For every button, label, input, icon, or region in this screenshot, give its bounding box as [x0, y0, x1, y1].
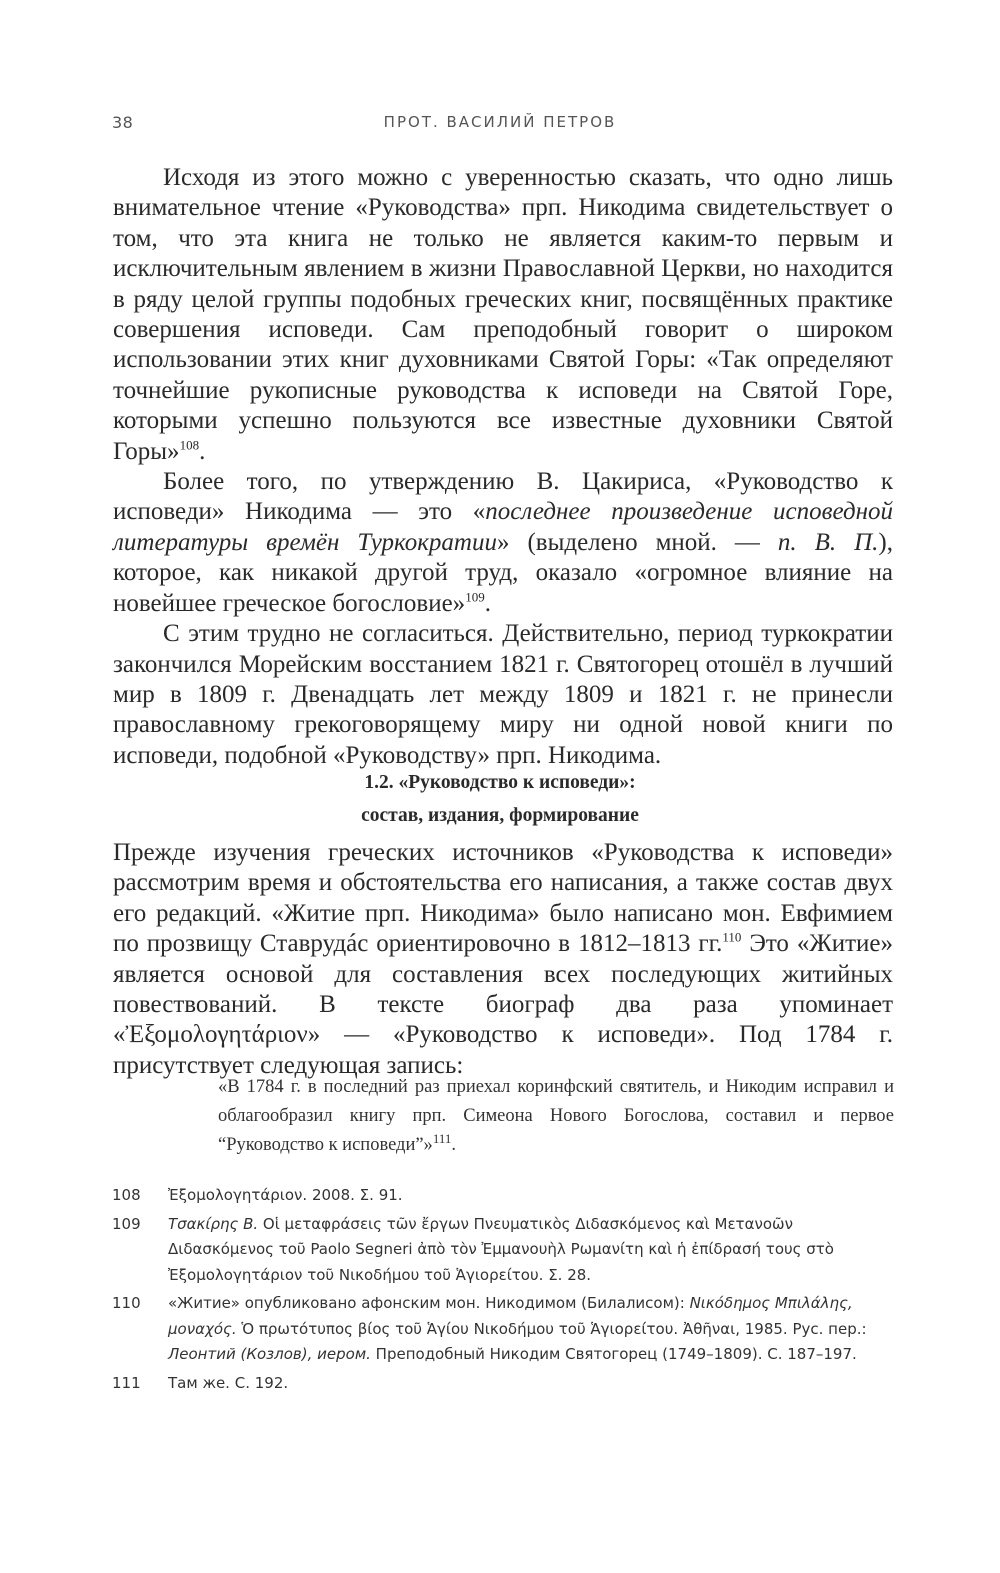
footnote-text: Там же. С. 192. [168, 1373, 289, 1392]
punctuation: . [451, 1135, 456, 1155]
footnote-body: «Житие» опубликовано афонским мон. Никодимом (Билалисом): [168, 1294, 690, 1312]
italic-initials: п. В. П. [777, 528, 879, 556]
footnote-author: Νικόδημος Μπιλάλης, μοναχός. [168, 1294, 853, 1338]
punctuation: . [484, 589, 491, 617]
running-head [0, 113, 1000, 137]
paragraph-text: » (выделено мной. — [496, 528, 778, 556]
paragraph-text: С этим трудно не согласиться. Действительно, период туркократии закончился Морейским восстанием 1821 г. Святогорец отошёл в лучший мир в 1809 г. Двенадцать лет между 1809 и 1821 г. не принесли православному грекоговорящему миру ни одной новой книги по исповеди, подобной «Руководству» прп. Никодима. [113, 620, 893, 769]
footnote-number: 108 [112, 1186, 141, 1204]
footnote-ref: 110 [722, 929, 742, 945]
page-number: 38 [112, 113, 134, 132]
paragraph-4 [113, 838, 893, 1081]
footnotes [112, 1183, 894, 1399]
footnote-110 [112, 1291, 894, 1368]
paragraph-text: Прежде изучения греческих источников «Руководства к исповеди» рассмотрим время и обстоятельства его написания, а также состав двух его редакций. «Житие прп. Никодима» было написано мон. Евфимием по прозвищу Ставрудáс ориентировочно в 1812–1813 гг. [113, 839, 893, 958]
section-heading [0, 766, 1000, 832]
paragraph-3 [113, 619, 893, 771]
paragraph-text: Это «Житие» является основой для составления всех последующих житийных повествований. В тексте биограф два раза упоминает «Ἐξομολογητάριον» — «Руководство к исповеди». Под 1784 г. присутствует следующая запись: [113, 930, 894, 1079]
punctuation: . [199, 437, 206, 465]
footnote-ref: 108 [179, 437, 200, 453]
paragraph-text: Исходя из этого можно с уверенностью сказать, что одно лишь внимательное чтение «Руководства» прп. Никодима свидетельствует о том, что эта книга не только не является каким-то первым и исключительным явлением в жизни Православной Церкви, но находится в ряду целой группы подобных греческих книг, посвящённых практике совершения исповеди. Сам преподобный говорит о широком использовании этих книг духовниками Святой Горы: «Так определяют точнейшие рукописные руководства к исповеди на Святой Горе, которыми успешно пользуются все известные духовники Святой Горы» [113, 164, 893, 465]
quote-text: «В 1784 г. в последний раз приехал коринфский святитель, и Никодим исправил и облагообразил книгу прп. Симеона Нового Богослова, составил и первое “Руководство к исповеди”» [218, 1077, 894, 1155]
paragraph-text: ), которое, как никакой другой труд, оказало «огромное влияние на новейшее греческое богословие» [113, 528, 893, 617]
italic-emphasis: последнее произведение исповедной литературы времён Туркократии [113, 498, 894, 556]
footnote-text: Ἐξομολογητάριον. 2008. Σ. 91. [168, 1186, 403, 1204]
footnote-109 [112, 1212, 894, 1289]
paragraph-2 [113, 467, 893, 619]
block-quote [218, 1073, 894, 1160]
footnote-body: Преподобный Никодим Святогорец (1749–1809). С. 187–197. [370, 1345, 857, 1363]
running-title: ПРОТ. ВАСИЛИЙ ПЕТРОВ [383, 113, 617, 131]
footnote-number: 110 [112, 1294, 141, 1312]
body-text [113, 163, 893, 771]
footnote-108 [112, 1183, 894, 1209]
footnote-number: 111 [112, 1373, 141, 1392]
paragraph-text: Более того, по утверждению В. Цакириса, «Руководство к исповеди» Никодима — это « [113, 468, 893, 526]
footnote-text [168, 1212, 894, 1289]
footnote-body: Οἱ μεταφράσεις τῶν ἔργων Πνευματικὸς Διδασκόμενος καὶ Μετανοῶν Διδασκόμενος τοῦ Paolo Segneri ἀπὸ τὸν Ἐμμανουὴλ Ρωμανίτη καὶ ἡ ἐπίδρασή τους στὸ Ἐξομολογητάριον τοῦ Νικοδήμου τοῦ Ἁγιορείτου. Σ. 28. [168, 1214, 834, 1284]
footnote-ref: 109 [465, 589, 485, 605]
section-body [113, 838, 893, 1081]
footnote-ref: 111 [432, 1130, 452, 1146]
footnote-111 [112, 1371, 894, 1397]
footnote-number: 109 [112, 1214, 141, 1233]
section-heading-line-1: 1.2. «Руководство к исповеди»: [364, 772, 636, 793]
footnote-body: Ὁ πρωτότυπος βίος τοῦ Ἁγίου Νικοδήμου τοῦ Ἁγιορείτου. Ἀθῆναι, 1985. Рус. пер.: [236, 1319, 867, 1338]
section-heading-line-2: состав, издания, формирование [361, 805, 639, 826]
footnote-text [168, 1291, 894, 1368]
footnote-author: Τσακίρης Β. [168, 1214, 259, 1233]
footnote-author: Леонтий (Козлов), иером. [168, 1345, 371, 1363]
paragraph-1 [113, 163, 893, 467]
